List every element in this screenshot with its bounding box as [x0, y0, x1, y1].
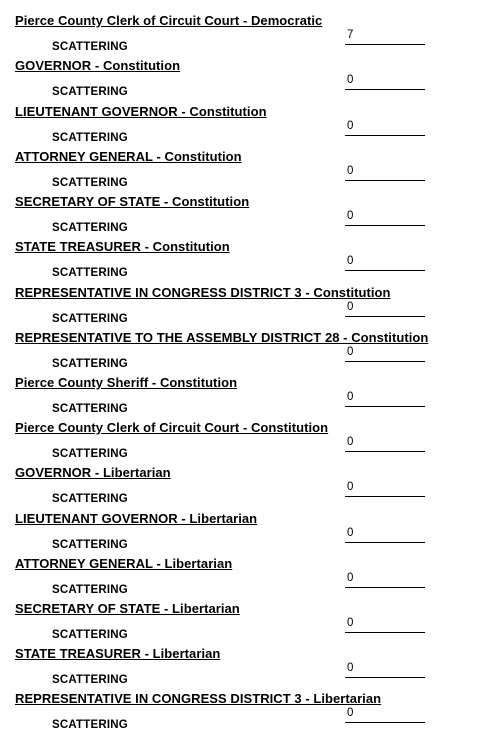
vote-count: 0 [347, 210, 354, 222]
race-title: ATTORNEY GENERAL - Libertarian [15, 556, 233, 571]
race-block [0, 601, 497, 646]
vote-count: 0 [347, 74, 354, 86]
vote-underline [345, 89, 425, 90]
vote-count: 0 [347, 527, 354, 539]
vote-count: 0 [347, 391, 354, 403]
race-title: STATE TREASURER - Constitution [15, 239, 230, 254]
vote-underline [345, 44, 425, 45]
race-title: STATE TREASURER - Libertarian [15, 646, 221, 661]
race-block [0, 556, 497, 601]
vote-count: 0 [347, 165, 354, 177]
race-block [0, 194, 497, 239]
race-title: REPRESENTATIVE IN CONGRESS DISTRICT 3 - Constitution [15, 285, 391, 300]
candidate-name: SCATTERING [52, 222, 128, 234]
vote-underline [345, 316, 425, 317]
race-title: Pierce County Clerk of Circuit Court - Democratic [15, 13, 323, 28]
candidate-name: SCATTERING [52, 358, 128, 370]
race-block [0, 465, 497, 510]
candidate-name: SCATTERING [52, 448, 128, 460]
vote-count: 0 [347, 255, 354, 267]
candidate-name: SCATTERING [52, 132, 128, 144]
vote-count: 0 [347, 120, 354, 132]
race-block [0, 420, 497, 465]
vote-count: 7 [347, 29, 354, 41]
vote-count: 0 [347, 346, 354, 358]
vote-count: 0 [347, 662, 354, 674]
candidate-name: SCATTERING [52, 493, 128, 505]
race-title: REPRESENTATIVE TO THE ASSEMBLY DISTRICT 28 - Constitution [15, 330, 429, 345]
race-title: GOVERNOR - Libertarian [15, 465, 171, 480]
vote-underline [345, 135, 425, 136]
vote-count: 0 [347, 572, 354, 584]
vote-count: 0 [347, 436, 354, 448]
candidate-name: SCATTERING [52, 267, 128, 279]
vote-underline [345, 406, 425, 407]
race-title: SECRETARY OF STATE - Libertarian [15, 601, 240, 616]
vote-underline [345, 722, 425, 723]
candidate-name: SCATTERING [52, 86, 128, 98]
race-block [0, 375, 497, 420]
race-block [0, 149, 497, 194]
candidate-name: SCATTERING [52, 403, 128, 415]
vote-underline [345, 270, 425, 271]
race-block [0, 691, 497, 736]
candidate-name: SCATTERING [52, 674, 128, 686]
vote-underline [345, 632, 425, 633]
race-block [0, 239, 497, 284]
vote-underline [345, 361, 425, 362]
race-title: LIEUTENANT GOVERNOR - Constitution [15, 104, 267, 119]
race-title: ATTORNEY GENERAL - Constitution [15, 149, 242, 164]
candidate-name: SCATTERING [52, 177, 128, 189]
vote-underline [345, 451, 425, 452]
race-title: GOVERNOR - Constitution [15, 58, 181, 73]
race-title: LIEUTENANT GOVERNOR - Libertarian [15, 511, 258, 526]
vote-underline [345, 180, 425, 181]
race-block [0, 511, 497, 556]
candidate-name: SCATTERING [52, 584, 128, 596]
vote-underline [345, 496, 425, 497]
race-title: Pierce County Sheriff - Constitution [15, 375, 238, 390]
race-title: REPRESENTATIVE IN CONGRESS DISTRICT 3 - Libertarian [15, 691, 382, 706]
candidate-name: SCATTERING [52, 313, 128, 325]
vote-underline [345, 587, 425, 588]
vote-count: 0 [347, 481, 354, 493]
candidate-name: SCATTERING [52, 629, 128, 641]
race-title: SECRETARY OF STATE - Constitution [15, 194, 250, 209]
vote-count: 0 [347, 301, 354, 313]
vote-underline [345, 677, 425, 678]
race-block [0, 646, 497, 691]
candidate-name: SCATTERING [52, 539, 128, 551]
race-title: Pierce County Clerk of Circuit Court - Constitution [15, 420, 329, 435]
candidate-name: SCATTERING [52, 719, 128, 731]
vote-underline [345, 542, 425, 543]
vote-underline [345, 225, 425, 226]
candidate-name: SCATTERING [52, 41, 128, 53]
race-block [0, 58, 497, 103]
race-block [0, 330, 497, 375]
race-block [0, 285, 497, 330]
race-block [0, 104, 497, 149]
race-block [0, 13, 497, 58]
vote-count: 0 [347, 617, 354, 629]
vote-count: 0 [347, 707, 354, 719]
